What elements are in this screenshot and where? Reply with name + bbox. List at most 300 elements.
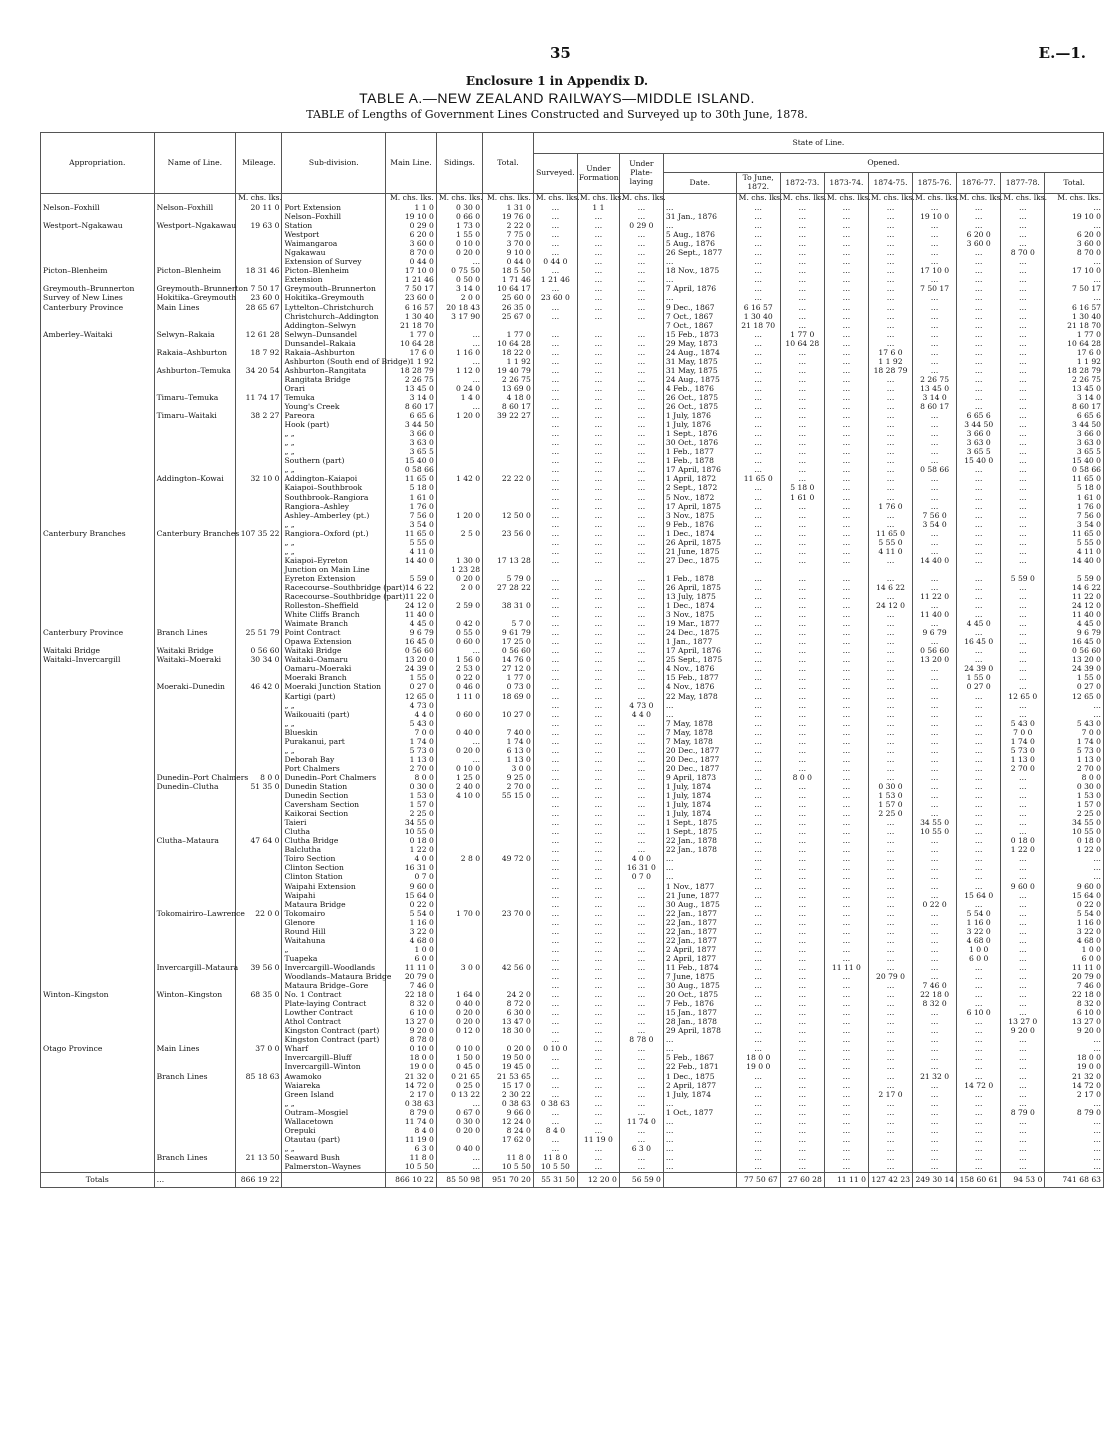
cell-y1874-75: … bbox=[868, 747, 912, 756]
cell-y1877-78: … bbox=[1001, 512, 1045, 521]
cell-appropriation bbox=[41, 901, 155, 910]
table-row bbox=[41, 313, 1104, 322]
cell-y1876-77: … bbox=[957, 331, 1001, 340]
cell-y1875-76: … bbox=[913, 1054, 957, 1063]
cell-line-name bbox=[154, 883, 236, 892]
cell-appropriation bbox=[41, 231, 155, 240]
cell-surveyed: … bbox=[533, 883, 577, 892]
cell-subdivision: Glenore bbox=[282, 919, 386, 928]
cell-main-line: 5 55 0 bbox=[386, 539, 437, 548]
cell-to-1872: … bbox=[736, 258, 780, 267]
cell-surveyed: … bbox=[533, 647, 577, 656]
cell-to-1872: … bbox=[736, 901, 780, 910]
cell-surveyed: … bbox=[533, 738, 577, 747]
cell-to-1872: … bbox=[736, 611, 780, 620]
table-row bbox=[41, 656, 1104, 665]
cell-opened-total: 22 18 0 bbox=[1045, 991, 1104, 1000]
cell-y1875-76: … bbox=[913, 494, 957, 503]
cell-y1874-75: … bbox=[868, 385, 912, 394]
cell-subdivision: Ashburton (South end of Bridge) bbox=[282, 358, 386, 367]
cell-y1874-75: … bbox=[868, 919, 912, 928]
cell-y1875-76: … bbox=[913, 484, 957, 493]
cell-y1877-78: 5 59 0 bbox=[1001, 575, 1045, 584]
cell-y1875-76: 17 10 0 bbox=[913, 267, 957, 276]
cell-y1875-76: … bbox=[913, 457, 957, 466]
cell-opened-total: 3 44 50 bbox=[1045, 421, 1104, 430]
cell-opened-total: 1 74 0 bbox=[1045, 738, 1104, 747]
cell-y1874-75: … bbox=[868, 1063, 912, 1072]
cell-opened-total: 21 32 0 bbox=[1045, 1073, 1104, 1082]
cell-y1874-75: … bbox=[868, 620, 912, 629]
cell-y1874-75: … bbox=[868, 285, 912, 294]
cell-to-1872: … bbox=[736, 928, 780, 937]
cell-y1873-74: … bbox=[824, 656, 868, 665]
cell-appropriation bbox=[41, 756, 155, 765]
cell-main-line: 8 32 0 bbox=[386, 1000, 437, 1009]
cell-under-plate-laying: … bbox=[619, 285, 663, 294]
cell-under-plate-laying: … bbox=[619, 430, 663, 439]
cell-y1874-75: … bbox=[868, 512, 912, 521]
cell-opened-date: 31 May, 1875 bbox=[663, 358, 736, 367]
cell-mileage bbox=[236, 702, 282, 711]
cell-opened-total: 2 25 0 bbox=[1045, 810, 1104, 819]
cell-under-plate-laying: … bbox=[619, 638, 663, 647]
cell-total: 10 64 17 bbox=[483, 285, 534, 294]
cell-opened-total: 11 22 0 bbox=[1045, 593, 1104, 602]
cell-y1876-77: … bbox=[957, 512, 1001, 521]
cell-to-1872: … bbox=[736, 964, 780, 973]
table-row bbox=[41, 267, 1104, 276]
cell-y1873-74: … bbox=[824, 747, 868, 756]
cell-y1876-77: … bbox=[957, 1027, 1001, 1036]
cell-under-formation: … bbox=[577, 1163, 619, 1173]
cell-y1873-74: … bbox=[824, 883, 868, 892]
cell-y1875-76: … bbox=[913, 892, 957, 901]
cell-opened-total: 10 55 0 bbox=[1045, 828, 1104, 837]
cell-sidings: 2 5 0 bbox=[436, 530, 482, 539]
cell-y1876-77: … bbox=[957, 213, 1001, 222]
cell-y1874-75: … bbox=[868, 394, 912, 403]
cell-to-1872: 6 16 57 bbox=[736, 304, 780, 313]
cell-opened-total: 13 27 0 bbox=[1045, 1018, 1104, 1027]
cell-y1873-74: … bbox=[824, 792, 868, 801]
cell-appropriation bbox=[41, 249, 155, 258]
cell-y1877-78: … bbox=[1001, 530, 1045, 539]
cell-main-line: 6 3 0 bbox=[386, 1145, 437, 1154]
cell-to-1872: … bbox=[736, 358, 780, 367]
cell-under-plate-laying: … bbox=[619, 629, 663, 638]
cell-opened-total: … bbox=[1045, 1036, 1104, 1045]
cell-sidings bbox=[436, 864, 482, 873]
cell-y1873-74: … bbox=[824, 946, 868, 955]
cell-y1873-74: … bbox=[824, 376, 868, 385]
cell-under-formation: … bbox=[577, 973, 619, 982]
cell-opened-date: 1 July, 1874 bbox=[663, 1091, 736, 1100]
total-opened-date bbox=[663, 1173, 736, 1188]
cell-y1872-73: … bbox=[780, 729, 824, 738]
cell-y1876-77: … bbox=[957, 1045, 1001, 1054]
cell-y1872-73: … bbox=[780, 620, 824, 629]
cell-under-formation: … bbox=[577, 629, 619, 638]
cell-sidings: … bbox=[436, 756, 482, 765]
cell-y1873-74: … bbox=[824, 810, 868, 819]
cell-total: 8 24 0 bbox=[483, 1127, 534, 1136]
cell-y1874-75: … bbox=[868, 1109, 912, 1118]
cell-under-formation: … bbox=[577, 702, 619, 711]
cell-y1876-77: … bbox=[957, 964, 1001, 973]
cell-main-line: 11 65 0 bbox=[386, 475, 437, 484]
cell-mileage bbox=[236, 1000, 282, 1009]
cell-y1877-78: … bbox=[1001, 376, 1045, 385]
cell-subdivision: Deborah Bay bbox=[282, 756, 386, 765]
cell-y1874-75: … bbox=[868, 1027, 912, 1036]
cell-appropriation: Picton–Blenheim bbox=[41, 267, 155, 276]
cell-under-plate-laying: … bbox=[619, 620, 663, 629]
cell-total: 2 30 22 bbox=[483, 1091, 534, 1100]
cell-sidings: 4 10 0 bbox=[436, 792, 482, 801]
cell-y1874-75: … bbox=[868, 1073, 912, 1082]
table-row bbox=[41, 756, 1104, 765]
cell-y1872-73: … bbox=[780, 1054, 824, 1063]
cell-appropriation bbox=[41, 892, 155, 901]
cell-y1876-77: 4 68 0 bbox=[957, 937, 1001, 946]
cell-to-1872: … bbox=[736, 412, 780, 421]
cell-under-plate-laying: … bbox=[619, 1082, 663, 1091]
cell-main-line: 6 0 0 bbox=[386, 955, 437, 964]
cell-y1872-73: … bbox=[780, 919, 824, 928]
table-row bbox=[41, 1018, 1104, 1027]
cell-y1872-73: … bbox=[780, 1009, 824, 1018]
cell-y1875-76: … bbox=[913, 1036, 957, 1045]
unit-label: M. chs. lks. bbox=[619, 194, 663, 205]
cell-appropriation bbox=[41, 539, 155, 548]
cell-main-line: 23 60 0 bbox=[386, 294, 437, 303]
cell-line-name bbox=[154, 439, 236, 448]
cell-opened-total: 15 40 0 bbox=[1045, 457, 1104, 466]
cell-appropriation bbox=[41, 1118, 155, 1127]
cell-y1876-77: … bbox=[957, 729, 1001, 738]
cell-surveyed: … bbox=[533, 1000, 577, 1009]
unit-label: M. chs. lks. bbox=[780, 194, 824, 205]
cell-y1877-78: … bbox=[1001, 494, 1045, 503]
cell-under-formation: … bbox=[577, 1154, 619, 1163]
cell-y1874-75: … bbox=[868, 683, 912, 692]
cell-opened-date: 5 Feb., 1867 bbox=[663, 1054, 736, 1063]
cell-y1873-74: … bbox=[824, 602, 868, 611]
cell-mileage: 38 2 27 bbox=[236, 412, 282, 421]
cell-y1876-77: 3 66 0 bbox=[957, 430, 1001, 439]
cell-mileage bbox=[236, 430, 282, 439]
cell-to-1872: … bbox=[736, 892, 780, 901]
cell-y1876-77: 3 65 5 bbox=[957, 448, 1001, 457]
cell-mileage bbox=[236, 693, 282, 702]
cell-surveyed: … bbox=[533, 1082, 577, 1091]
cell-to-1872: … bbox=[736, 720, 780, 729]
cell-opened-date: 4 Feb., 1876 bbox=[663, 385, 736, 394]
cell-y1874-75: … bbox=[868, 204, 912, 213]
cell-y1873-74: … bbox=[824, 1127, 868, 1136]
cell-under-formation: … bbox=[577, 683, 619, 692]
cell-y1876-77: … bbox=[957, 584, 1001, 593]
cell-y1874-75: … bbox=[868, 738, 912, 747]
cell-total: 13 69 0 bbox=[483, 385, 534, 394]
cell-under-formation: … bbox=[577, 267, 619, 276]
cell-y1876-77: … bbox=[957, 1018, 1001, 1027]
cell-y1873-74: … bbox=[824, 494, 868, 503]
cell-subdivision: Rakaia–Ashburton bbox=[282, 349, 386, 358]
cell-y1874-75: … bbox=[868, 638, 912, 647]
cell-mileage bbox=[236, 1136, 282, 1145]
cell-y1875-76: … bbox=[913, 693, 957, 702]
header-subdivision: Sub-division. bbox=[282, 133, 386, 194]
cell-total: 19 45 0 bbox=[483, 1063, 534, 1072]
cell-total: 18 30 0 bbox=[483, 1027, 534, 1036]
cell-total: 0 73 0 bbox=[483, 683, 534, 692]
cell-total bbox=[483, 919, 534, 928]
cell-surveyed: … bbox=[533, 702, 577, 711]
cell-under-plate-laying: … bbox=[619, 557, 663, 566]
cell-subdivision: Kaiapoi–Southbrook bbox=[282, 484, 386, 493]
cell-appropriation bbox=[41, 1054, 155, 1063]
cell-to-1872: … bbox=[736, 1136, 780, 1145]
cell-to-1872: 19 0 0 bbox=[736, 1063, 780, 1072]
cell-main-line: 1 21 46 bbox=[386, 276, 437, 285]
cell-under-plate-laying: … bbox=[619, 548, 663, 557]
cell-y1873-74: … bbox=[824, 1163, 868, 1173]
cell-y1874-75: … bbox=[868, 910, 912, 919]
cell-under-formation: … bbox=[577, 430, 619, 439]
cell-total: 8 72 0 bbox=[483, 1000, 534, 1009]
cell-y1873-74: … bbox=[824, 855, 868, 864]
cell-surveyed: … bbox=[533, 430, 577, 439]
cell-y1875-76: … bbox=[913, 349, 957, 358]
cell-sidings: 0 75 50 bbox=[436, 267, 482, 276]
cell-mileage bbox=[236, 539, 282, 548]
cell-to-1872: … bbox=[736, 783, 780, 792]
cell-opened-date: 2 April, 1877 bbox=[663, 955, 736, 964]
cell-y1873-74: … bbox=[824, 1073, 868, 1082]
cell-mileage: 107 35 22 bbox=[236, 530, 282, 539]
cell-under-formation: … bbox=[577, 819, 619, 828]
cell-y1872-73: … bbox=[780, 702, 824, 711]
cell-y1874-75: … bbox=[868, 276, 912, 285]
cell-surveyed: … bbox=[533, 204, 577, 213]
cell-surveyed: 8 4 0 bbox=[533, 1127, 577, 1136]
cell-total: 12 24 0 bbox=[483, 1118, 534, 1127]
cell-subdivision: Waipahi Extension bbox=[282, 883, 386, 892]
cell-line-name bbox=[154, 711, 236, 720]
cell-y1873-74: … bbox=[824, 276, 868, 285]
cell-y1874-75: … bbox=[868, 1036, 912, 1045]
cell-main-line: 1 77 0 bbox=[386, 331, 437, 340]
cell-y1875-76: … bbox=[913, 1127, 957, 1136]
cell-y1877-78: 1 74 0 bbox=[1001, 738, 1045, 747]
cell-y1876-77: 4 45 0 bbox=[957, 620, 1001, 629]
cell-main-line: 20 79 0 bbox=[386, 973, 437, 982]
cell-sidings: 1 70 0 bbox=[436, 910, 482, 919]
cell-subdivision: „ „ bbox=[282, 521, 386, 530]
cell-line-name bbox=[154, 946, 236, 955]
cell-opened-total: 1 55 0 bbox=[1045, 674, 1104, 683]
cell-y1872-73: … bbox=[780, 756, 824, 765]
cell-line-name bbox=[154, 819, 236, 828]
cell-y1873-74: … bbox=[824, 313, 868, 322]
cell-total: 19 50 0 bbox=[483, 1054, 534, 1063]
cell-y1874-75: … bbox=[868, 1127, 912, 1136]
cell-line-name bbox=[154, 665, 236, 674]
cell-y1874-75: … bbox=[868, 756, 912, 765]
cell-under-plate-laying: 4 0 0 bbox=[619, 855, 663, 864]
cell-y1872-73: … bbox=[780, 285, 824, 294]
cell-y1873-74: … bbox=[824, 720, 868, 729]
cell-y1877-78: … bbox=[1001, 702, 1045, 711]
cell-opened-date: 1 Dec., 1874 bbox=[663, 602, 736, 611]
cell-y1874-75: … bbox=[868, 837, 912, 846]
cell-y1875-76: … bbox=[913, 638, 957, 647]
cell-main-line: 0 30 0 bbox=[386, 783, 437, 792]
cell-total: 2 22 0 bbox=[483, 222, 534, 231]
cell-surveyed: … bbox=[533, 593, 577, 602]
cell-opened-date: 3 Nov., 1875 bbox=[663, 611, 736, 620]
cell-y1873-74: … bbox=[824, 738, 868, 747]
cell-y1872-73: … bbox=[780, 937, 824, 946]
cell-subdivision: Eyreton Extension bbox=[282, 575, 386, 584]
cell-main-line: 14 40 0 bbox=[386, 557, 437, 566]
cell-appropriation bbox=[41, 873, 155, 882]
table-row bbox=[41, 1045, 1104, 1054]
cell-y1876-77: … bbox=[957, 204, 1001, 213]
cell-to-1872: … bbox=[736, 810, 780, 819]
cell-under-plate-laying: 6 3 0 bbox=[619, 1145, 663, 1154]
cell-y1875-76: … bbox=[913, 294, 957, 303]
cell-y1874-75: 2 25 0 bbox=[868, 810, 912, 819]
cell-appropriation bbox=[41, 819, 155, 828]
cell-y1872-73: … bbox=[780, 240, 824, 249]
cell-y1877-78: … bbox=[1001, 358, 1045, 367]
cell-surveyed: … bbox=[533, 765, 577, 774]
cell-y1876-77: … bbox=[957, 304, 1001, 313]
cell-total: 22 22 0 bbox=[483, 475, 534, 484]
cell-y1873-74: … bbox=[824, 638, 868, 647]
cell-y1876-77: … bbox=[957, 602, 1001, 611]
cell-subdivision: Racecourse–Southbridge (part) bbox=[282, 584, 386, 593]
cell-mileage: 20 11 0 bbox=[236, 204, 282, 213]
cell-total bbox=[483, 973, 534, 982]
cell-subdivision: Racecourse–Southbridge (part) bbox=[282, 593, 386, 602]
table-row bbox=[41, 1073, 1104, 1082]
header-opened: Opened. bbox=[663, 154, 1103, 173]
cell-line-name: Moeraki–Dunedin bbox=[154, 683, 236, 692]
cell-y1876-77: … bbox=[957, 322, 1001, 331]
cell-y1872-73: … bbox=[780, 503, 824, 512]
cell-appropriation: Canterbury Province bbox=[41, 629, 155, 638]
cell-y1874-75: … bbox=[868, 702, 912, 711]
cell-under-plate-laying: … bbox=[619, 349, 663, 358]
cell-y1876-77: … bbox=[957, 765, 1001, 774]
cell-appropriation bbox=[41, 457, 155, 466]
cell-mileage bbox=[236, 855, 282, 864]
cell-opened-total: 1 0 0 bbox=[1045, 946, 1104, 955]
cell-under-formation: … bbox=[577, 240, 619, 249]
cell-y1876-77: … bbox=[957, 1154, 1001, 1163]
cell-appropriation: Nelson–Foxhill bbox=[41, 204, 155, 213]
cell-subdivision: Hook (part) bbox=[282, 421, 386, 430]
cell-sidings: 3 14 0 bbox=[436, 285, 482, 294]
cell-y1875-76: … bbox=[913, 674, 957, 683]
cell-y1876-77: … bbox=[957, 593, 1001, 602]
cell-surveyed: … bbox=[533, 656, 577, 665]
cell-y1877-78: … bbox=[1001, 340, 1045, 349]
cell-appropriation bbox=[41, 1109, 155, 1118]
table-row bbox=[41, 1136, 1104, 1145]
cell-opened-date: 22 Jan., 1878 bbox=[663, 837, 736, 846]
cell-y1875-76: … bbox=[913, 729, 957, 738]
cell-under-formation: … bbox=[577, 1109, 619, 1118]
cell-to-1872: … bbox=[736, 1018, 780, 1027]
cell-y1872-73: … bbox=[780, 1154, 824, 1163]
cell-y1872-73: … bbox=[780, 394, 824, 403]
cell-y1874-75: … bbox=[868, 883, 912, 892]
cell-line-name bbox=[154, 1136, 236, 1145]
cell-under-plate-laying: … bbox=[619, 421, 663, 430]
cell-appropriation: Westport–Ngakawau bbox=[41, 222, 155, 231]
cell-under-formation: … bbox=[577, 919, 619, 928]
cell-y1872-73: … bbox=[780, 801, 824, 810]
cell-sidings: 0 20 0 bbox=[436, 1009, 482, 1018]
cell-y1872-73: … bbox=[780, 683, 824, 692]
cell-surveyed: … bbox=[533, 222, 577, 231]
cell-y1875-76: … bbox=[913, 810, 957, 819]
cell-sidings bbox=[436, 810, 482, 819]
cell-under-formation: … bbox=[577, 358, 619, 367]
cell-opened-date: 1 Nov., 1877 bbox=[663, 883, 736, 892]
cell-y1877-78: … bbox=[1001, 982, 1045, 991]
cell-sidings: 1 55 0 bbox=[436, 231, 482, 240]
cell-under-plate-laying: … bbox=[619, 340, 663, 349]
cell-y1875-76: … bbox=[913, 873, 957, 882]
cell-subdivision: Lyttelton–Christchurch bbox=[282, 304, 386, 313]
cell-subdivision: „ „ bbox=[282, 747, 386, 756]
cell-mileage: 19 63 0 bbox=[236, 222, 282, 231]
unit-label: M. chs. lks. bbox=[236, 194, 282, 205]
cell-surveyed: … bbox=[533, 213, 577, 222]
cell-subdivision: Junction on Main Line bbox=[282, 566, 386, 575]
cell-mileage bbox=[236, 439, 282, 448]
cell-mileage bbox=[236, 1100, 282, 1109]
cell-y1872-73: … bbox=[780, 855, 824, 864]
cell-line-name: Canterbury Branches bbox=[154, 530, 236, 539]
cell-main-line: 9 20 0 bbox=[386, 1027, 437, 1036]
table-row bbox=[41, 738, 1104, 747]
cell-subdivision: Invercargill–Woodlands bbox=[282, 964, 386, 973]
table-row bbox=[41, 331, 1104, 340]
cell-y1876-77: … bbox=[957, 1109, 1001, 1118]
cell-to-1872: … bbox=[736, 267, 780, 276]
cell-opened-date: 1 July, 1876 bbox=[663, 412, 736, 421]
cell-y1873-74: … bbox=[824, 1045, 868, 1054]
cell-subdivision: No. 1 Contract bbox=[282, 991, 386, 1000]
cell-under-plate-laying: … bbox=[619, 955, 663, 964]
cell-y1872-73: … bbox=[780, 765, 824, 774]
cell-mileage: 18 7 92 bbox=[236, 349, 282, 358]
cell-sidings: 0 40 0 bbox=[436, 1145, 482, 1154]
page-reference: E.—1. bbox=[1038, 44, 1086, 62]
total-total: 951 70 20 bbox=[483, 1173, 534, 1188]
cell-subdivision: „ „ bbox=[282, 548, 386, 557]
cell-mileage: 12 61 28 bbox=[236, 331, 282, 340]
cell-y1877-78: … bbox=[1001, 683, 1045, 692]
cell-y1876-77: … bbox=[957, 982, 1001, 991]
